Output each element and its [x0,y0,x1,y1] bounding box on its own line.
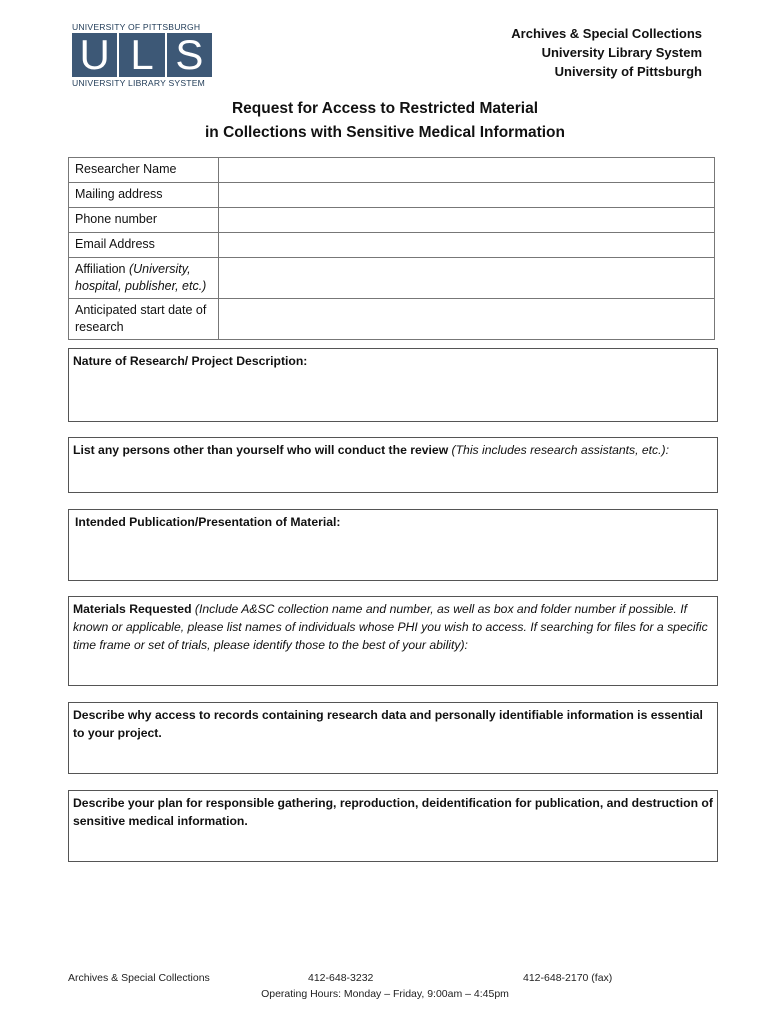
footer-department: Archives & Special Collections [68,972,210,984]
logo-letter-l: L [119,33,164,77]
footer-fax: 412-648-2170 (fax) [523,972,613,984]
access-justification-label: Describe why access to records containing research data and personally identifiable information is essential to your project. [73,708,703,740]
researcher-info-table [68,157,715,340]
affiliation-field[interactable] [219,258,715,299]
logo-letter-s: S [167,33,212,77]
access-justification-box[interactable] [68,702,718,774]
row-mailing-address [69,183,715,208]
materials-requested-label: Materials Requested [73,602,192,616]
row-affiliation [69,258,715,299]
form-title [0,97,770,145]
affiliation-label-hint: (University, hospital, publisher, etc.) [75,262,207,293]
mailing-address-label: Mailing address [69,183,219,208]
logo-letter-u: U [72,33,117,77]
row-researcher-name [69,158,715,183]
footer-hours: Operating Hours: Monday – Friday, 9:00am – 4:45pm [261,988,509,1000]
intended-publication-box[interactable] [68,509,718,581]
affiliation-label [69,258,219,299]
data-handling-plan-box[interactable] [68,790,718,862]
materials-requested-box[interactable] [68,596,718,686]
other-persons-label: List any persons other than yourself who will conduct the review [73,443,449,457]
uls-logo [72,22,212,88]
nature-of-research-label: Nature of Research/ Project Description: [73,354,308,368]
title-line-2: in Collections with Sensitive Medical Information [205,124,565,141]
affiliation-label-plain: Affiliation [75,262,129,276]
other-persons-hint: (This includes research assistants, etc.): [448,443,669,457]
footer-phone: 412-648-3232 [308,972,374,984]
phone-number-field[interactable] [219,208,715,233]
row-start-date [69,299,715,340]
nature-of-research-box[interactable] [68,348,718,422]
logo-bottom-text: UNIVERSITY LIBRARY SYSTEM [72,78,205,88]
mailing-address-field[interactable] [219,183,715,208]
intended-publication-label: Intended Publication/Presentation of Material: [75,515,341,529]
data-handling-plan-label: Describe your plan for responsible gathering, reproduction, deidentification for publication, and destruction of sensitive medical information. [73,796,713,828]
institution-header [511,24,702,81]
row-email-address [69,233,715,258]
logo-letters [72,33,212,77]
row-phone-number [69,208,715,233]
email-address-field[interactable] [219,233,715,258]
logo-top-text: UNIVERSITY OF PITTSBURGH [72,22,201,32]
researcher-name-field[interactable] [219,158,715,183]
title-line-1: Request for Access to Restricted Material [231,100,539,117]
header-line-2: University Library System [541,45,702,60]
other-persons-box[interactable] [68,437,718,493]
email-address-label: Email Address [69,233,219,258]
start-date-label: Anticipated start date of research [69,299,219,340]
header-line-1: Archives & Special Collections [511,26,702,41]
materials-requested-hint: (Include A&SC collection name and number, as well as box and folder number if possible. If known or applicable, please list names of individuals whose PHI you wish to access. If searching for files for a specific time frame or set of trials, please identify those to the best of your ability): [73,602,708,652]
start-date-field[interactable] [219,299,715,340]
phone-number-label: Phone number [69,208,219,233]
researcher-name-label: Researcher Name [69,158,219,183]
header-line-3: University of Pittsburgh [554,64,702,79]
